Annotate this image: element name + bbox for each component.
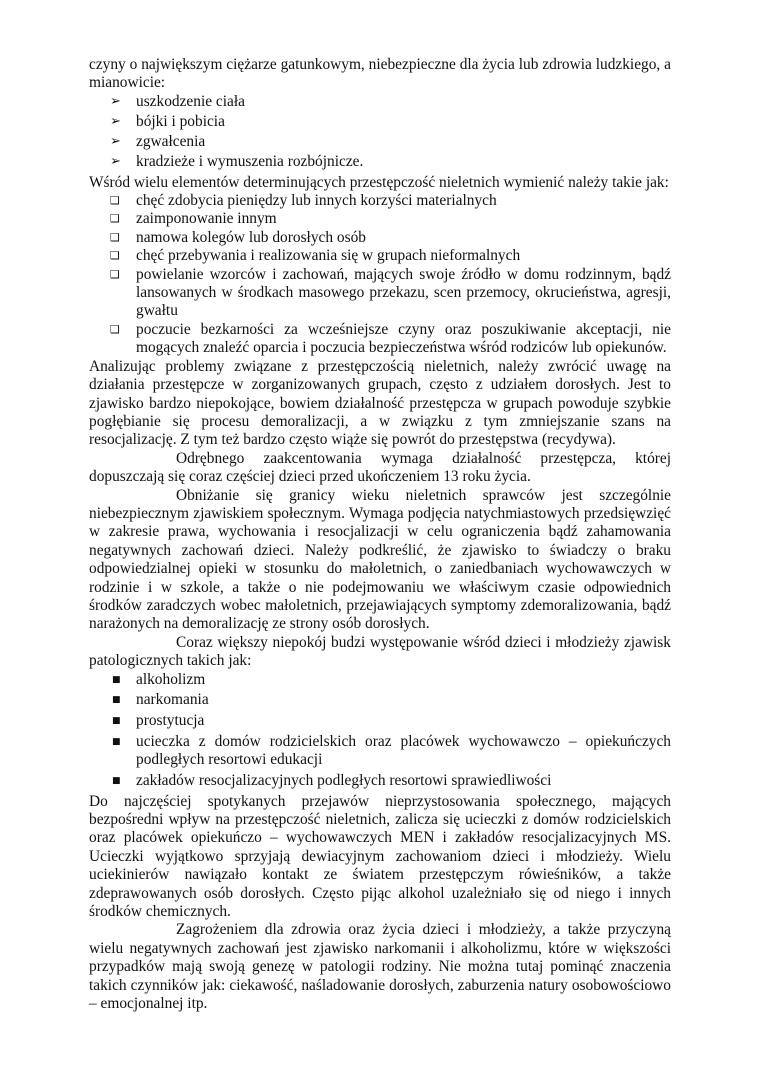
list-item: ❑ powielanie wzorców i zachowań, mających swoje źródło w domu rodzinnym, bądź lansowanych w środkach masowego przekazu, scen przemocy, okrucieństwa, agresji, gwałtu <box>110 265 671 320</box>
list-item: ■ alkoholizm <box>112 670 206 688</box>
square-bullet-icon: ❑ <box>110 322 120 336</box>
arrow-bullet-icon: ➢ <box>110 134 121 150</box>
list-item: ❑ chęć przebywania i realizowania się w grupach nieformalnych <box>110 247 521 265</box>
filled-square-bullet-icon: ■ <box>112 695 121 706</box>
paragraph-age-limit: Obniżanie się granicy wieku nieletnich sprawców jest szczególnie niebezpiecznym zjawiskiem społecznym. Wymaga podjęcia natychmiastowych przedsięwzięć w zakresie prawa, wychowania i resocjalizacji w celu ograniczenia bądź zahamowania negatywnych zachowań dzieci. Należy podkreślić, że zjawisko to świadczy o braku odpowiedzialnej opieki w stosunku do małoletnich, o zaniedbaniach wychowawczych w rodzinie i w szkole, a także o nie podejmowaniu we właściwym czasie odpowiednich środków zaradczych wobec małoletnich, przejawiających symptomy zdemoralizowania, bądź narażonych na demoralizację ze strony osób dorosłych. <box>89 486 671 633</box>
list-item: ■ narkomania <box>112 691 209 709</box>
filled-square-bullet-icon: ■ <box>112 736 121 747</box>
arrow-bullet-icon: ➢ <box>110 154 121 170</box>
pathology-list <box>89 671 671 791</box>
square-bullet-icon: ❑ <box>110 249 120 263</box>
paragraph-intro: czyny o największym ciężarze gatunkowym, niebezpieczne dla życia lub zdrowia ludzkiego, a mianowicie: <box>89 56 671 92</box>
square-bullet-icon: ❑ <box>110 230 120 244</box>
list-item: ❑ namowa kolegów lub dorosłych osób <box>110 228 366 246</box>
filled-square-bullet-icon: ■ <box>112 716 121 726</box>
list-item: ➢ zgwałcenia <box>110 133 206 151</box>
list-item: ➢ uszkodzenie ciała <box>110 92 245 110</box>
list-item: ➢ kradzieże i wymuszenia rozbójnicze. <box>110 153 364 171</box>
arrow-bullet-icon: ➢ <box>110 114 121 130</box>
list-item: ■ prostytucja <box>112 712 205 729</box>
square-bullet-icon: ❑ <box>110 212 120 226</box>
arrow-bullet-icon: ➢ <box>110 93 121 109</box>
paragraph-pathology-intro: Coraz większy niepokój budzi występowanie wśród dzieci i młodzieży zjawisk patologicznych takich jak: <box>89 633 671 670</box>
list-item: ■ zakładów resocjalizacyjnych podległych resortowi sprawiedliwości <box>112 771 552 789</box>
paragraph-drugs-alcohol: Zagrożeniem dla zdrowia oraz życia dzieci i młodzieży, a także przyczyną wielu negatywnych zachowań jest zjawisko narkomanii i alkoholizmu, które w większości przypadków mają swoją genezę w patologii rodziny. Nie można tutaj pominąć znaczenia takich czynników jak: ciekawość, naśladowanie dorosłych, zaburzenia natury osobowościowo – emocjonalnej itp. <box>89 921 671 1012</box>
offence-list <box>89 93 671 172</box>
list-item: ❑ chęć zdobycia pieniędzy lub innych korzyści materialnych <box>110 192 497 210</box>
list-item: ➢ bójki i pobicia <box>110 113 225 131</box>
document-page <box>89 56 671 1013</box>
filled-square-bullet-icon: ■ <box>112 674 121 685</box>
list-item: ❑ poczucie bezkarności za wcześniejsze czyny oraz poszukiwanie akceptacji, nie mogących znaleźć oparcia i poczucia bezpieczeństwa wśród rodziców lub opiekunów. <box>110 320 671 357</box>
filled-square-bullet-icon: ■ <box>112 775 121 786</box>
paragraph-groups: Analizując problemy związane z przestępczością nieletnich, należy zwrócić uwagę na działania przestępcze w zorganizowanych grupach, często z udziałem dorosłych. Jest to zjawisko bardzo niepokojące, bowiem działalność przestępcza w grupach powoduje szybkie pogłębianie się procesu demoralizacji, a w związku z tym zmniejszanie szans na resocjalizację. Z tym też bardzo często wiąże się powrót do przestępstwa (recydywa). <box>89 357 671 449</box>
list-item: ■ ucieczka z domów rodzicielskich oraz placówek wychowawczo – opiekuńczych podległych resortowi edukacji <box>112 732 671 769</box>
square-bullet-icon: ❑ <box>110 267 120 281</box>
paragraph-factors-intro: Wśród wielu elementów determinujących przestępczość nieletnich wymienić należy takie jak: <box>89 173 669 191</box>
list-item: ❑ zaimponowanie innym <box>110 210 277 228</box>
square-bullet-icon: ❑ <box>110 194 120 208</box>
paragraph-under-13: Odrębnego zaakcentowania wymaga działalność przestępcza, której dopuszczają się coraz częściej dzieci przed ukończeniem 13 roku życia. <box>89 449 671 486</box>
factors-list <box>89 192 671 358</box>
paragraph-runaways: Do najczęściej spotykanych przejawów nieprzystosowania społecznego, mających bezpośredni wpływ na przestępczość nieletnich, zalicza się ucieczki z domów rodzicielskich oraz placówek opiekuńczo – wychowawczych MEN i zakładów resocjalizacyjnych MS. Ucieczki wyjątkowo sprzyjają dewiacyjnym zachowaniom dzieci i młodzieży. Wielu uciekinierów nawiązało kontakt ze światem przestępczym rówieśników, a także zdeprawowanych osób dorosłych. Często pijąc alkohol uzależniało się od niego i innych środków chemicznych. <box>89 792 671 920</box>
